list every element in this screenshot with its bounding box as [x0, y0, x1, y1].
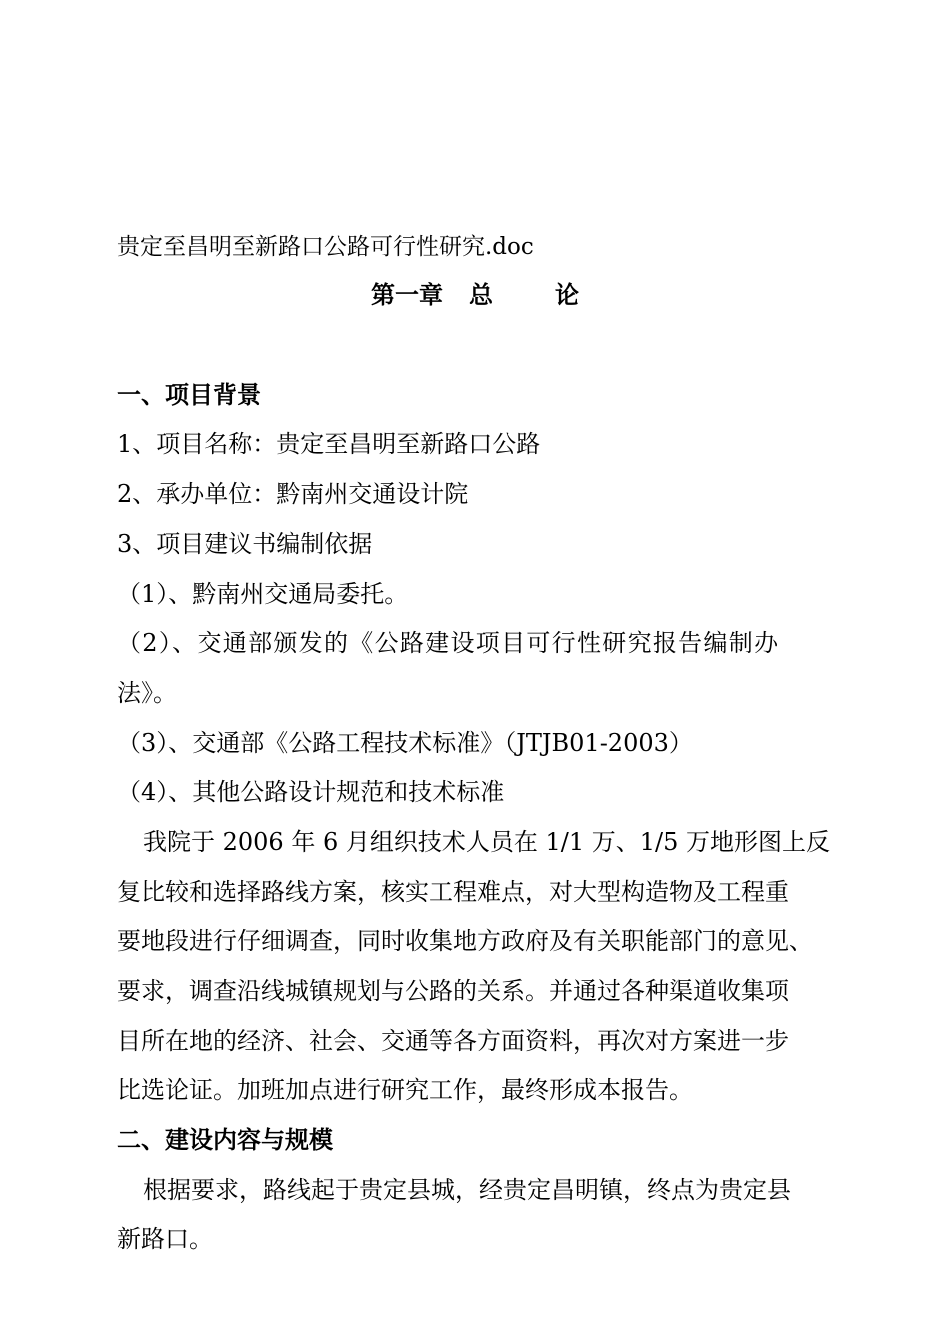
document-filename: 贵定至昌明至新路口公路可行性研究.doc [117, 234, 534, 260]
chapter-word-2: 论 [555, 280, 579, 309]
section-heading-2: 二、建设内容与规模 [117, 1125, 333, 1154]
basis-item: 3、项目建议书编制依据 [117, 530, 373, 558]
basis-line-2a: （2）、交通部颁发的《公路建设项目可行性研究报告编制办 [117, 629, 780, 657]
section-heading-1: 一、项目背景 [117, 380, 261, 409]
chapter-word-1: 总 [469, 280, 493, 309]
paragraph-line: 要地段进行仔细调查，同时收集地方政府及有关职能部门的意见、 [117, 927, 813, 955]
paragraph-line: 根据要求，路线起于贵定县城，经贵定昌明镇，终点为贵定县 [143, 1176, 791, 1204]
chapter-prefix: 第一章 [371, 280, 443, 309]
paragraph-line: 比选论证。加班加点进行研究工作，最终形成本报告。 [117, 1076, 693, 1104]
paragraph-line: 要求，调查沿线城镇规划与公路的关系。并通过各种渠道收集项 [117, 977, 789, 1005]
paragraph-line: 复比较和选择路线方案，核实工程难点，对大型构造物及工程重 [117, 878, 789, 906]
basis-line-1: （1）、黔南州交通局委托。 [117, 580, 409, 608]
paragraph-line: 新路口。 [117, 1225, 213, 1253]
basis-line-3: （3）、交通部《公路工程技术标准》（JTJB01-2003） [117, 729, 693, 757]
basis-line-2b: 法》。 [117, 679, 177, 707]
paragraph-line: 我院于 2006 年 6 月组织技术人员在 1/1 万、1/5 万地形图上反 [143, 828, 830, 856]
chapter-title [0, 280, 950, 310]
basis-line-4: （4）、其他公路设计规范和技术标准 [117, 778, 505, 806]
organizer-item: 2、承办单位：黔南州交通设计院 [117, 480, 469, 508]
project-name-item: 1、项目名称：贵定至昌明至新路口公路 [117, 430, 541, 458]
paragraph-line: 目所在地的经济、社会、交通等各方面资料，再次对方案进一步 [117, 1027, 789, 1055]
